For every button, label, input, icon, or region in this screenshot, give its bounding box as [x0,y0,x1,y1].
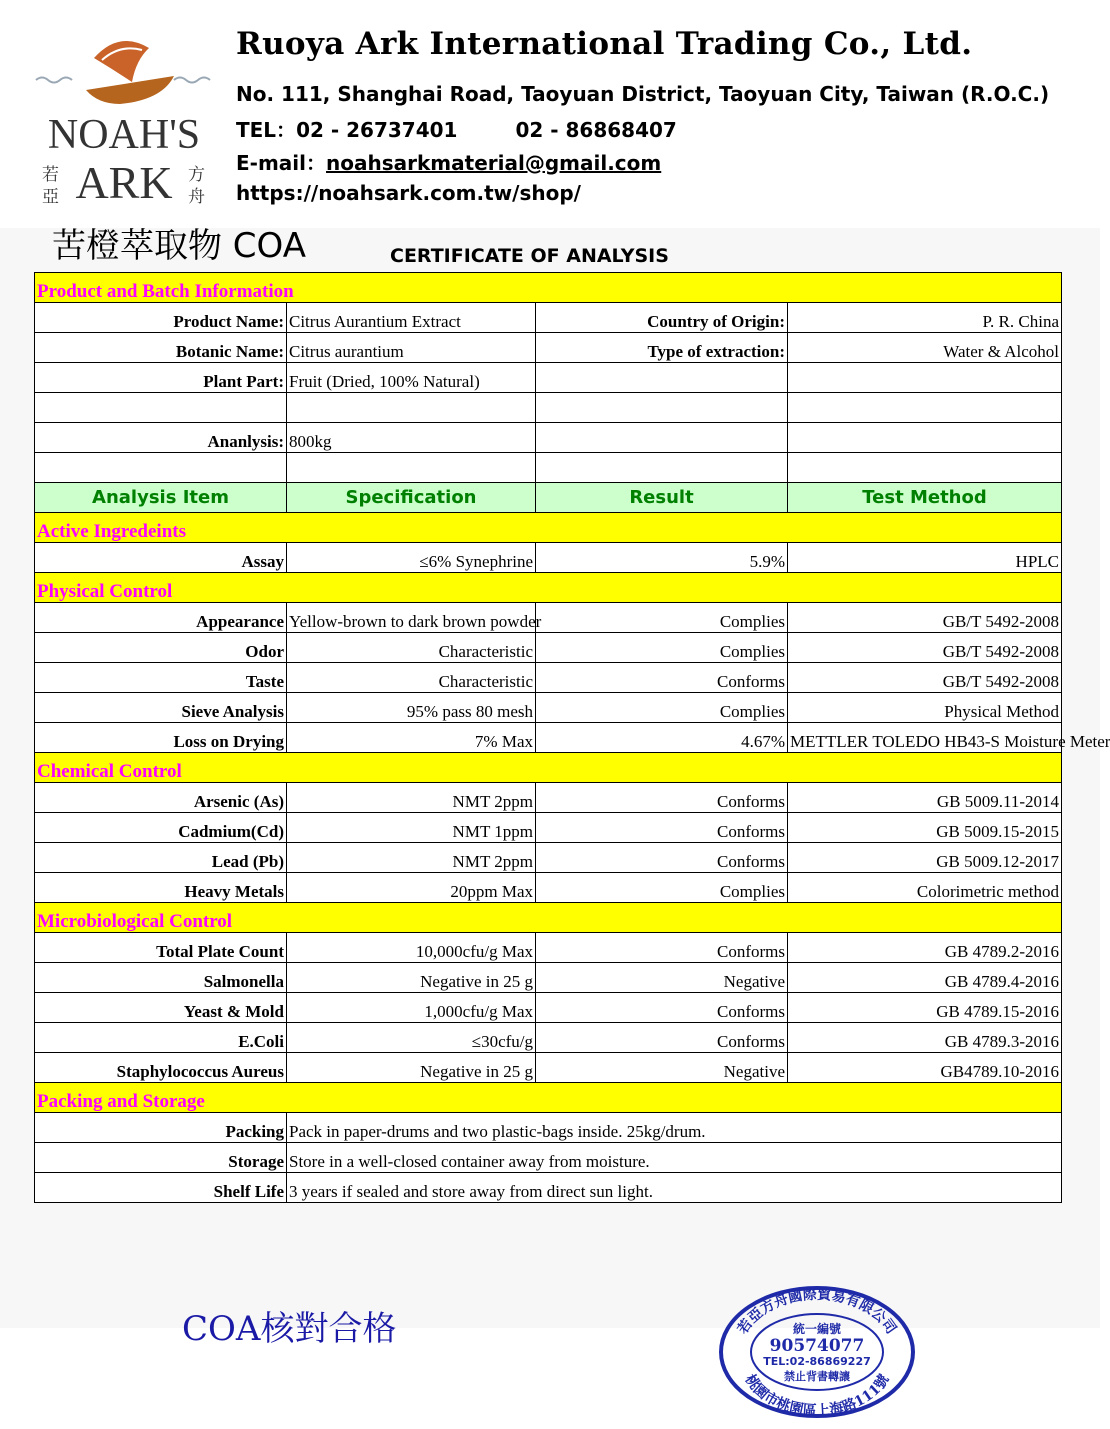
company-email [236,147,661,176]
packing-row [35,1113,1062,1143]
batch-label: Product Name: [35,303,287,333]
packing-label: Shelf Life [35,1173,287,1203]
table-row [35,1053,1062,1083]
result: 5.9% [536,543,788,573]
specification: NMT 2ppm [287,843,536,873]
stamp-number: 90574077 [769,1336,865,1356]
batch-label: Type of extraction: [536,333,788,363]
test-method: GB 5009.11-2014 [788,783,1062,813]
analysis-item: Heavy Metals [35,873,287,903]
batch-label: Ananlysis: [35,423,287,453]
test-method: GB 4789.15-2016 [788,993,1062,1023]
table-row [35,693,1062,723]
test-method: GB/T 5492-2008 [788,663,1062,693]
test-method: GB4789.10-2016 [788,1053,1062,1083]
section-title-batch: Product and Batch Information [35,273,1062,303]
table-row [35,633,1062,663]
batch-label [35,393,287,423]
table-row [35,663,1062,693]
analysis-item: Cadmium(Cd) [35,813,287,843]
tel-label: TEL： [236,118,297,142]
analysis-item: Yeast & Mold [35,993,287,1023]
tel-number-1: 02 - 26737401 [296,118,458,142]
company-seal-stamp [718,1285,916,1419]
test-method: METTLER TOLEDO HB43-S Moisture Meter [788,723,1062,753]
company-address: No. 111, Shanghai Road, Taoyuan District, Taoyuan City, Taiwan (R.O.C.) [236,82,1050,106]
test-method: GB 4789.2-2016 [788,933,1062,963]
result: 4.67% [536,723,788,753]
packing-value: Pack in paper-drums and two plastic-bags inside. 25kg/drum. [287,1113,1062,1143]
batch-value: Fruit (Dried, 100% Natural) [287,363,536,393]
specification: 20ppm Max [287,873,536,903]
test-method: GB 4789.3-2016 [788,1023,1062,1053]
analysis-item: Appearance [35,603,287,633]
specification: Negative in 25 g [287,963,536,993]
batch-label [35,453,287,483]
stamp-label: 統一編號 [792,1322,842,1336]
result: Complies [536,633,788,663]
batch-value [788,423,1062,453]
analysis-item: Sieve Analysis [35,693,287,723]
batch-value: Citrus aurantium [287,333,536,363]
table-row [35,1023,1062,1053]
test-method: HPLC [788,543,1062,573]
column-header: Test Method [788,483,1062,513]
section-title: Packing and Storage [35,1083,1062,1113]
specification: Characteristic [287,633,536,663]
analysis-item: Odor [35,633,287,663]
analysis-item: Arsenic (As) [35,783,287,813]
section-row [35,1083,1062,1113]
specification: NMT 1ppm [287,813,536,843]
batch-label [536,363,788,393]
column-header: Specification [287,483,536,513]
packing-value: Store in a well-closed container away from moisture. [287,1143,1062,1173]
result: Conforms [536,783,788,813]
batch-value: Citrus Aurantium Extract [287,303,536,333]
section-row [35,273,1062,303]
batch-value [788,393,1062,423]
batch-value: 800kg [287,423,536,453]
certificate-title: CERTIFICATE OF ANALYSIS [390,245,669,267]
packing-label: Storage [35,1143,287,1173]
specification: Yellow-brown to dark brown powder [287,603,536,633]
result: Conforms [536,663,788,693]
result: Complies [536,603,788,633]
test-method: GB/T 5492-2008 [788,603,1062,633]
batch-label: Botanic Name: [35,333,287,363]
batch-value [287,393,536,423]
specification: ≤6% Synephrine [287,543,536,573]
table-row [35,843,1062,873]
specification: 7% Max [287,723,536,753]
batch-value [287,453,536,483]
table-row [35,993,1062,1023]
noahs-ark-logo [24,30,224,210]
packing-row [35,1173,1062,1203]
analysis-item: Staphylococcus Aureus [35,1053,287,1083]
analysis-item: Assay [35,543,287,573]
specification: NMT 2ppm [287,783,536,813]
svg-text:若: 若 [42,165,59,185]
specification: 10,000cfu/g Max [287,933,536,963]
packing-value: 3 years if sealed and store away from direct sun light. [287,1173,1062,1203]
section-row [35,513,1062,543]
email-link[interactable]: noahsarkmaterial@gmail.com [326,151,662,175]
logo-line1: NOAH'S [47,112,201,158]
svg-text:舟: 舟 [188,187,205,207]
table-row [35,543,1062,573]
packing-row [35,1143,1062,1173]
table-row [35,603,1062,633]
test-method: Physical Method [788,693,1062,723]
test-method: GB 5009.12-2017 [788,843,1062,873]
section-title: Microbiological Control [35,903,1062,933]
result: Conforms [536,933,788,963]
analysis-item: Salmonella [35,963,287,993]
section-row [35,903,1062,933]
specification: Negative in 25 g [287,1053,536,1083]
batch-row [35,333,1062,363]
tel-number-2: 02 - 86868407 [515,118,677,142]
batch-label: Plant Part: [35,363,287,393]
result: Conforms [536,843,788,873]
specification: ≤30cfu/g [287,1023,536,1053]
column-header: Analysis Item [35,483,287,513]
batch-row [35,303,1062,333]
section-row [35,573,1062,603]
svg-text:方: 方 [188,165,205,185]
result: Negative [536,1053,788,1083]
table-row [35,933,1062,963]
table-row [35,873,1062,903]
stamp-address: 桃園市桃園區上海路111號 [741,1371,893,1419]
analysis-item: Total Plate Count [35,933,287,963]
company-website[interactable]: https://noahsark.com.tw/shop/ [236,181,581,205]
batch-row [35,363,1062,393]
result: Conforms [536,813,788,843]
batch-label [536,393,788,423]
company-name: Ruoya Ark International Trading Co., Ltd. [236,26,973,62]
analysis-item: Lead (Pb) [35,843,287,873]
table-row [35,783,1062,813]
document-title: 苦橙萃取物 COA [52,226,306,266]
stamp-tel: TEL:02-86869227 [763,1355,871,1368]
batch-label [536,453,788,483]
batch-value: Water & Alcohol [788,333,1062,363]
result: Complies [536,693,788,723]
column-header: Result [536,483,788,513]
batch-value: P. R. China [788,303,1062,333]
test-method: GB 4789.4-2016 [788,963,1062,993]
column-header-row [35,483,1062,513]
table-row [35,963,1062,993]
company-phone [236,114,677,143]
result: Conforms [536,1023,788,1053]
table-row [35,813,1062,843]
packing-label: Packing [35,1113,287,1143]
analysis-item: Taste [35,663,287,693]
test-method: Colorimetric method [788,873,1062,903]
table-row [35,723,1062,753]
analysis-item: E.Coli [35,1023,287,1053]
specification: Characteristic [287,663,536,693]
batch-label: Country of Origin: [536,303,788,333]
batch-value [788,363,1062,393]
svg-text:亞: 亞 [42,187,59,207]
stamp-warning: 禁止背書轉讓 [784,1370,850,1383]
test-method: GB 5009.15-2015 [788,813,1062,843]
batch-row [35,423,1062,453]
logo-line2: ARK [75,157,173,208]
batch-value [788,453,1062,483]
batch-row [35,453,1062,483]
specification: 95% pass 80 mesh [287,693,536,723]
analysis-item: Loss on Drying [35,723,287,753]
batch-row [35,393,1062,423]
specification: 1,000cfu/g Max [287,993,536,1023]
coa-table [34,272,1110,1203]
section-row [35,753,1062,783]
email-label: E-mail： [236,151,327,175]
stamp-ring-text: 若亞方舟國際貿易有限公司 [734,1286,900,1338]
section-title: Active Ingredeints [35,513,1062,543]
batch-label [536,423,788,453]
result: Conforms [536,993,788,1023]
approval-note: COA核對合格 [182,1309,397,1349]
test-method: GB/T 5492-2008 [788,633,1062,663]
section-title: Chemical Control [35,753,1062,783]
section-title: Physical Control [35,573,1062,603]
result: Complies [536,873,788,903]
result: Negative [536,963,788,993]
